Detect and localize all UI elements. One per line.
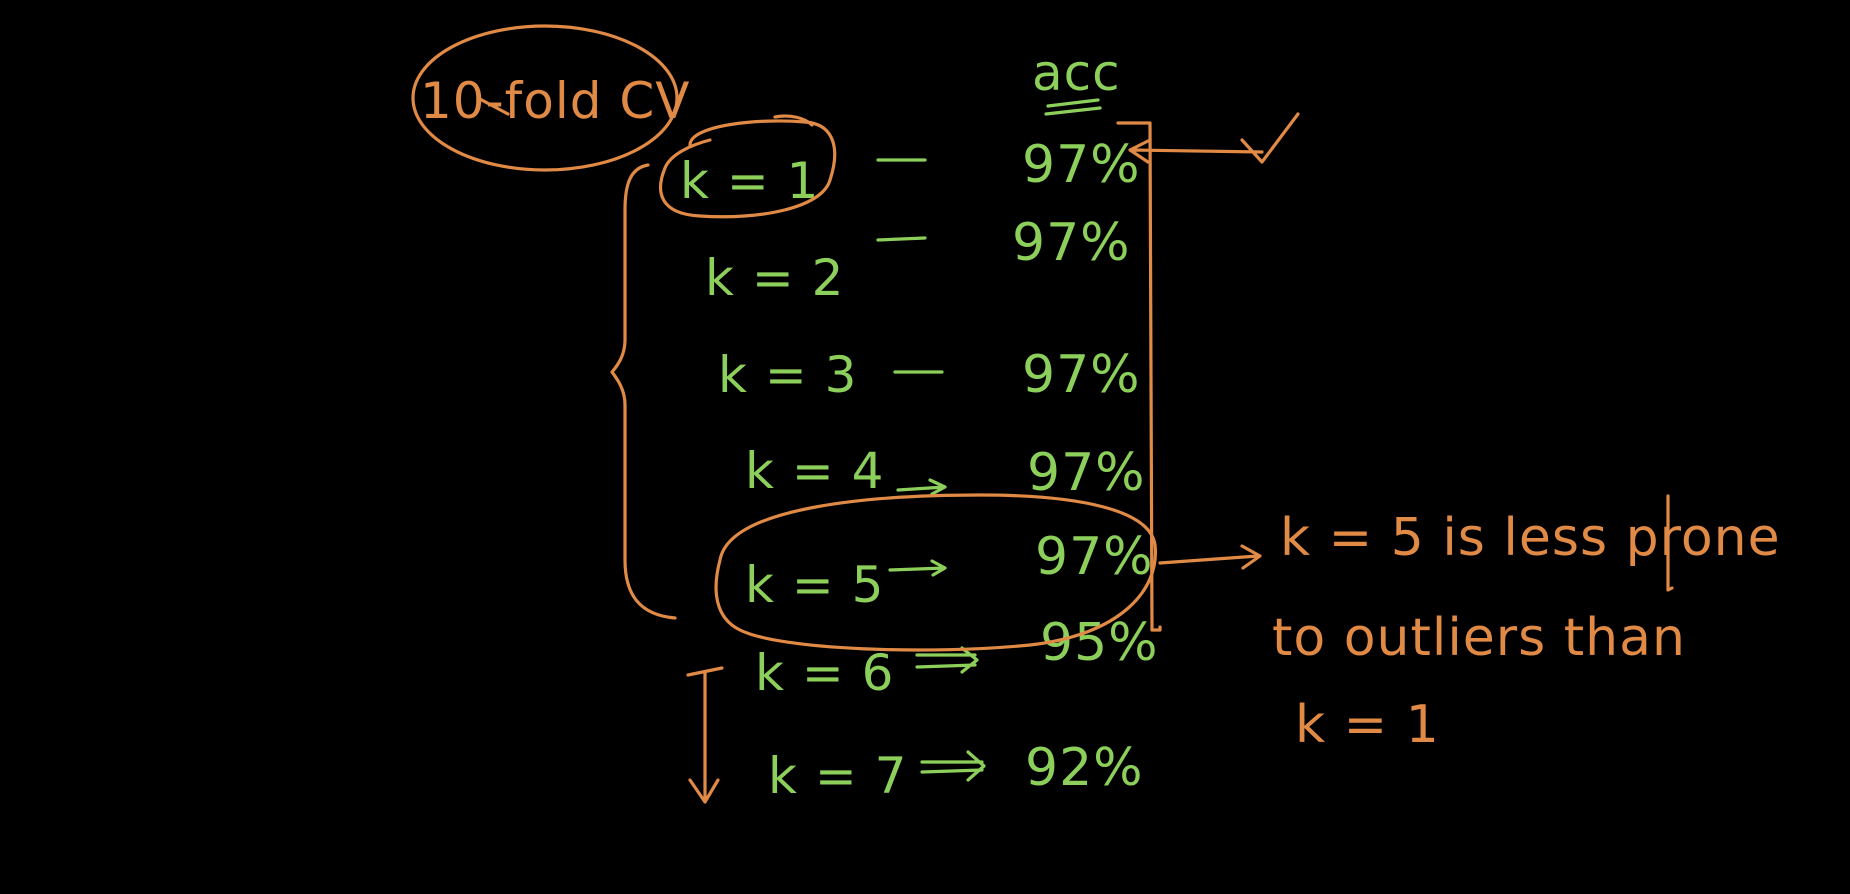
- table-row: [745, 527, 1154, 614]
- row-arrow: [878, 238, 925, 240]
- k-label: k = 2: [705, 249, 845, 307]
- acc-value: 97%: [1027, 443, 1146, 503]
- acc-value: 95%: [1040, 613, 1159, 673]
- table-row: [768, 738, 1144, 805]
- k-label: k = 3: [718, 346, 858, 404]
- row-arrow: [890, 561, 945, 575]
- check-icon: [1242, 114, 1298, 162]
- acc-value: 97%: [1022, 345, 1141, 405]
- metric-label: acc: [1032, 44, 1121, 102]
- acc-value: 97%: [1035, 527, 1154, 587]
- row-arrow: [898, 480, 945, 494]
- note-line-1: k = 5 is less prone: [1280, 508, 1781, 568]
- metric-underline: [1046, 100, 1100, 114]
- table-row: [680, 135, 1141, 210]
- k-label: k = 4: [745, 442, 885, 500]
- note-line-2: to outliers than: [1272, 608, 1686, 668]
- note-arrow: [1160, 546, 1260, 568]
- down-arrow: [688, 668, 722, 802]
- k-label: k = 5: [745, 556, 885, 614]
- acc-value: 97%: [1012, 213, 1131, 273]
- group-brace: [612, 165, 675, 618]
- results-table: [680, 135, 1159, 805]
- k-label: k = 7: [768, 747, 908, 805]
- k-label: k = 6: [755, 644, 895, 702]
- acc-value: 92%: [1025, 738, 1144, 798]
- table-row: [705, 213, 1131, 307]
- table-row: [718, 345, 1141, 405]
- note-line-3: k = 1: [1295, 695, 1440, 755]
- method-label: 10-fold CV: [420, 72, 691, 130]
- k-label: k = 1: [680, 152, 820, 210]
- acc-value: 97%: [1022, 135, 1141, 195]
- row-arrow: [922, 752, 984, 780]
